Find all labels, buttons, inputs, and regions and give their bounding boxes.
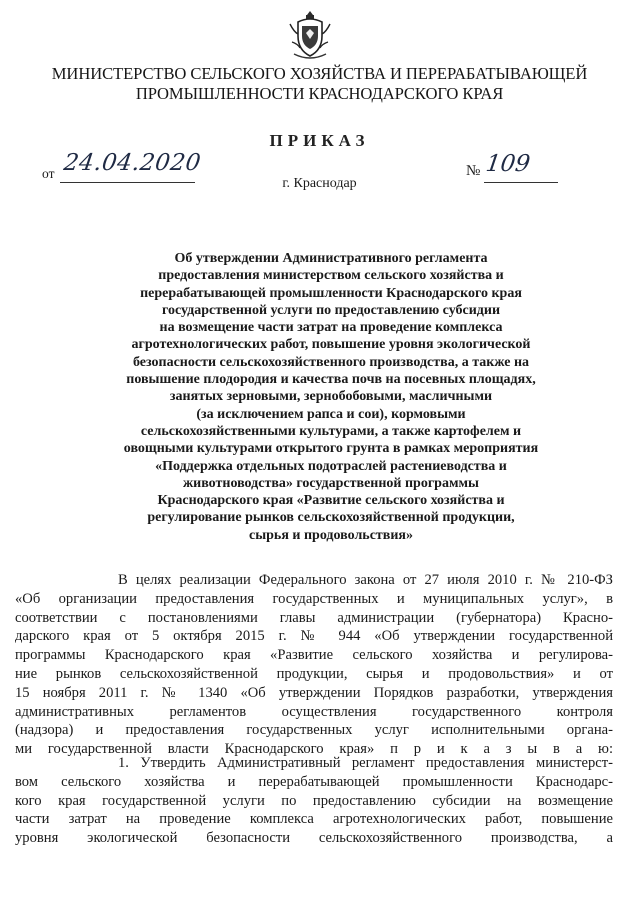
paragraph-line: «Об организации предоставления государственных и муниципальных услуг», в [15, 590, 613, 607]
clause-1-paragraph [15, 754, 613, 848]
paragraph-line: дарского края от 5 октября 2015 г. № 944 «Об утверждении государственной [15, 628, 613, 645]
paragraph-line: 15 ноября 2011 г. № 1340 «Об утверждении Порядков разработки, утверждения [15, 684, 613, 701]
title-line: Об утверждении Административного регламента [174, 251, 488, 266]
order-title [96, 250, 566, 544]
paragraph-line: В целях реализации Федерального закона от 27 июля 2010 г. № 210-ФЗ [118, 572, 613, 588]
date-label: от [42, 166, 55, 181]
paragraph-line: ние рынков сельскохозяйственной продукции, сырья и продовольствия» и от [15, 665, 613, 682]
city: г. Краснодар [282, 176, 357, 191]
title-line: овощными культурами открытого грунта в рамках мероприятия [123, 441, 539, 457]
ministry-line: МИНИСТЕРСТВО СЕЛЬСКОГО ХОЗЯЙСТВА И ПЕРЕРАБАТЫВАЮЩЕЙ [51, 64, 588, 83]
paragraph-line: кого края государственной услуги по предоставлению субсидии на возмещение [15, 792, 613, 809]
title-line: повышение плодородия и качества почв на посевных площадях, [126, 372, 536, 388]
title-line: перерабатывающей промышленности Краснодарского края [140, 285, 522, 301]
number-label: № [466, 163, 481, 179]
title-line: сырья и продовольствия» [249, 527, 413, 543]
title-line: Краснодарского края «Развитие сельского хозяйства и [157, 493, 505, 509]
title-line: занятых зерновыми, зернобобовыми, масличными [169, 389, 493, 405]
paragraph-line: административных регламентов осуществления государственного контроля [15, 703, 613, 720]
ministry-name [0, 64, 639, 104]
title-line: регулирование рынков сельскохозяйственной продукции, [147, 510, 515, 526]
title-line: агротехнологических работ, повышение уровня экологической [131, 337, 531, 353]
title-line: предоставления министерством сельского хозяйства и [158, 268, 504, 284]
title-line: государственной услуги по предоставлению субсидии [161, 302, 501, 318]
paragraph-line: (надзора) и предоставления государственных услуг исполнительными органа- [15, 722, 613, 739]
title-line: сельскохозяйственными культурами, а также картофелем и [140, 423, 522, 439]
paragraph-line: части затрат на проведение комплекса агротехнологических работ, повышение [15, 811, 613, 828]
paragraph-line: ми государственной власти Краснодарского края» п р и к а з ы в а ю: [15, 741, 613, 758]
title-line: безопасности сельскохозяйственного производства, а также на [132, 354, 530, 370]
paragraph-line: уровня экологической безопасности сельскохозяйственного производства, а [15, 830, 613, 847]
handwritten-number: 109 [484, 151, 532, 177]
handwritten-date: 24.04.2020 [62, 150, 203, 176]
document-type-heading: ПРИКАЗ [269, 131, 370, 150]
ministry-line: ПРОМЫШЛЕННОСТИ КРАСНОДАРСКОГО КРАЯ [135, 84, 504, 103]
paragraph-line: 1. Утвердить Административный регламент предоставления министерст- [118, 755, 613, 771]
coat-of-arms-icon [286, 8, 334, 62]
title-line: «Поддержка отдельных подотраслей растениеводства и [155, 458, 507, 474]
title-line: животноводства» государственной программы [183, 475, 479, 491]
paragraph-line: программы Краснодарского края «Развитие сельского хозяйства и регулирова- [15, 647, 613, 664]
title-line: (за исключением рапса и сои), кормовыми [196, 406, 466, 422]
preamble-paragraph [15, 571, 613, 759]
title-line: на возмещение части затрат на проведение комплекса [159, 320, 503, 336]
paragraph-line: вом сельского хозяйства и перерабатывающей промышленности Краснодарс- [15, 773, 613, 790]
paragraph-line: соответствии с постановлениями главы администрации (губернатора) Красно- [15, 609, 613, 626]
